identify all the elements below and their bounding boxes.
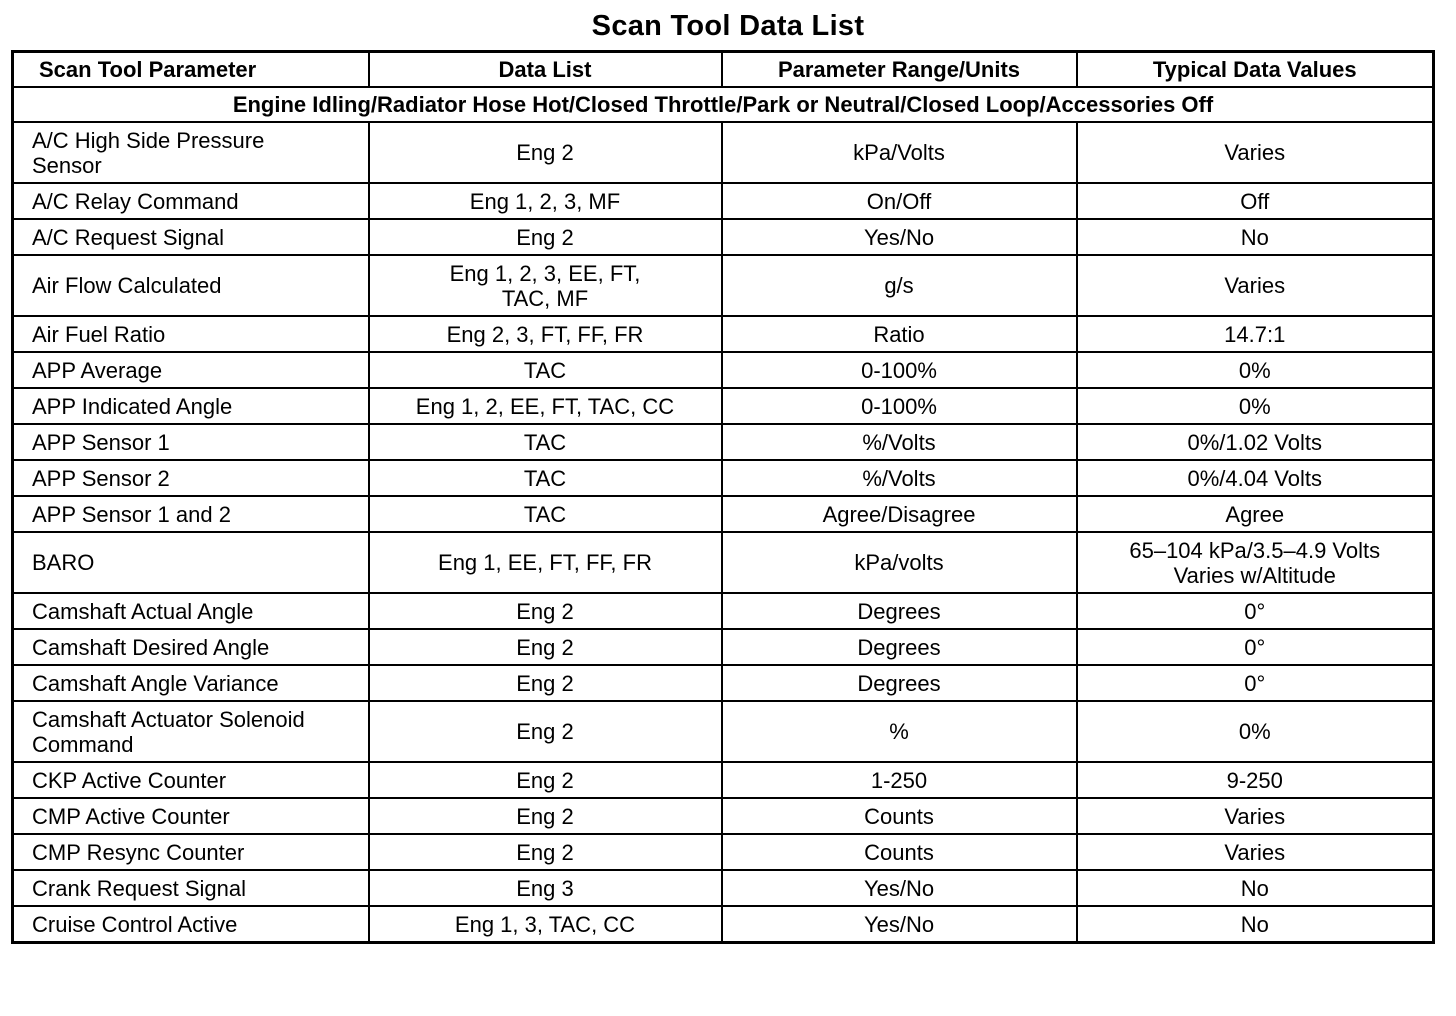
- cell-parameter-line: CMP Resync Counter: [32, 839, 245, 865]
- cell-data-list: [369, 219, 722, 255]
- cell-parameter: [13, 316, 369, 352]
- cell-data-list-line: Eng 2: [516, 839, 574, 865]
- cell-range-units-line: Counts: [864, 839, 934, 865]
- cell-typical-value-line: 0%: [1238, 719, 1271, 744]
- cell-data-list: [369, 424, 722, 460]
- cell-parameter-line: A/C High Side Pressure: [32, 127, 265, 153]
- cell-range-units-line: Yes/No: [863, 875, 935, 901]
- cell-data-list: [369, 798, 722, 834]
- cell-parameter-line: BARO: [32, 550, 95, 575]
- cell-data-list-line: Eng 2: [516, 719, 574, 744]
- cell-data-list: [369, 532, 722, 593]
- cell-parameter-line: APP Indicated Angle: [32, 393, 233, 419]
- table-row: [13, 762, 1434, 798]
- cell-data-list-line: Eng 2: [516, 598, 574, 624]
- scan-tool-data-table: [11, 50, 1435, 944]
- cell-typical-value: [1077, 352, 1434, 388]
- cell-parameter-line: APP Average: [32, 357, 163, 383]
- cell-typical-value: [1077, 122, 1434, 183]
- cell-range-units: [722, 122, 1077, 183]
- cell-typical-value: [1077, 798, 1434, 834]
- cell-typical-value: [1077, 906, 1434, 943]
- cell-data-list-line: Eng 1, 3, TAC, CC: [454, 911, 636, 937]
- table-row: [13, 665, 1434, 701]
- cell-data-list: [369, 352, 722, 388]
- cell-range-units: [722, 629, 1077, 665]
- cell-range-units-line: kPa/volts: [854, 550, 944, 575]
- page-title: Scan Tool Data List: [591, 10, 865, 42]
- cell-range-units-line: g/s: [884, 273, 914, 298]
- cell-parameter: [13, 593, 369, 629]
- cell-range-units: [722, 255, 1077, 316]
- cell-typical-value: [1077, 424, 1434, 460]
- cell-range-units-line: %: [889, 719, 909, 744]
- cell-data-list: [369, 906, 722, 943]
- cell-typical-value-line: 0°: [1244, 634, 1266, 660]
- cell-range-units: [722, 183, 1077, 219]
- table-row: [13, 870, 1434, 906]
- cell-parameter-line: APP Sensor 1 and 2: [32, 501, 231, 527]
- cell-data-list-line: TAC: [523, 465, 567, 491]
- cell-data-list: [369, 593, 722, 629]
- cell-range-units-line: Ratio: [873, 321, 925, 347]
- cell-parameter-line: Camshaft Desired Angle: [32, 634, 270, 660]
- cell-typical-value: [1077, 593, 1434, 629]
- table-row: [13, 219, 1434, 255]
- cell-data-list: [369, 629, 722, 665]
- cell-parameter: [13, 906, 369, 943]
- table-row: [13, 183, 1434, 219]
- cell-typical-value-line: No: [1240, 911, 1269, 937]
- cell-parameter-line: Command: [32, 731, 134, 757]
- cell-range-units: [722, 532, 1077, 593]
- cell-typical-value: [1077, 834, 1434, 870]
- cell-typical-value: [1077, 701, 1434, 762]
- cell-typical-value-line: 14.7:1: [1224, 321, 1286, 347]
- cell-typical-value: [1077, 388, 1434, 424]
- cell-parameter: [13, 762, 369, 798]
- cell-parameter: [13, 629, 369, 665]
- cell-parameter-line: Sensor: [32, 152, 102, 178]
- cell-range-units: [722, 593, 1077, 629]
- cell-data-list: [369, 388, 722, 424]
- cell-parameter-line: CKP Active Counter: [32, 767, 227, 793]
- cell-data-list: [369, 496, 722, 532]
- table-header-row: [13, 52, 1434, 88]
- cell-typical-value-line: 9-250: [1226, 767, 1283, 793]
- cell-typical-value: [1077, 460, 1434, 496]
- cell-range-units: [722, 834, 1077, 870]
- cell-data-list: [369, 665, 722, 701]
- cell-parameter-line: Cruise Control Active: [32, 911, 238, 937]
- cell-range-units-line: kPa/Volts: [853, 140, 945, 165]
- cell-data-list-line: Eng 2: [516, 803, 574, 829]
- cell-data-list-line: TAC: [523, 357, 567, 383]
- cell-typical-value-line: No: [1240, 224, 1269, 250]
- cell-typical-value: [1077, 762, 1434, 798]
- header-parameter-range-units: Parameter Range/Units: [722, 52, 1077, 88]
- cell-typical-value-line: Varies: [1224, 273, 1286, 298]
- cell-parameter-line: A/C Request Signal: [32, 224, 224, 250]
- cell-parameter: [13, 870, 369, 906]
- table-row: [13, 122, 1434, 183]
- cell-typical-value-line: 0°: [1244, 598, 1266, 624]
- cell-data-list-line: Eng 2: [516, 634, 574, 660]
- cell-typical-value-line: 0°: [1244, 670, 1266, 696]
- cell-range-units-line: Degrees: [857, 634, 941, 660]
- cell-parameter: [13, 665, 369, 701]
- cell-parameter: [13, 388, 369, 424]
- table-row: [13, 629, 1434, 665]
- cell-typical-value-line: Off: [1240, 188, 1270, 214]
- cell-range-units-line: Degrees: [857, 598, 941, 624]
- header-scan-tool-parameter: Scan Tool Parameter: [13, 52, 369, 88]
- table-row: [13, 424, 1434, 460]
- cell-range-units: [722, 665, 1077, 701]
- cell-parameter: [13, 834, 369, 870]
- cell-typical-value-line: Varies: [1224, 140, 1286, 165]
- cell-range-units-line: Agree/Disagree: [822, 501, 976, 527]
- table-row: [13, 496, 1434, 532]
- table-row: [13, 388, 1434, 424]
- cell-typical-value: [1077, 629, 1434, 665]
- table-row: [13, 316, 1434, 352]
- cell-typical-value: [1077, 255, 1434, 316]
- cell-data-list-line: Eng 2: [516, 140, 574, 165]
- cell-data-list-line: Eng 3: [516, 875, 574, 901]
- cell-typical-value-line: Varies: [1224, 803, 1286, 829]
- cell-range-units-line: %/Volts: [862, 465, 936, 491]
- cell-typical-value-line: Agree: [1225, 501, 1285, 527]
- cell-data-list-line: Eng 2, 3, FT, FF, FR: [446, 321, 644, 347]
- cell-typical-value-line: 0%/1.02 Volts: [1187, 429, 1323, 455]
- cell-range-units-line: Degrees: [857, 670, 941, 696]
- cell-parameter: [13, 183, 369, 219]
- cell-typical-value-line: Varies w/Altitude: [1173, 562, 1336, 588]
- cell-data-list-line: Eng 1, 2, 3, EE, FT,: [449, 260, 641, 286]
- cell-range-units: [722, 424, 1077, 460]
- cell-range-units: [722, 316, 1077, 352]
- cell-range-units: [722, 762, 1077, 798]
- cell-parameter-line: APP Sensor 1: [32, 429, 170, 455]
- cell-data-list-line: TAC: [523, 429, 567, 455]
- cell-range-units-line: Counts: [864, 803, 934, 829]
- cell-parameter: [13, 255, 369, 316]
- cell-data-list-line: Eng 2: [516, 767, 574, 793]
- cell-range-units-line: 0-100%: [861, 393, 937, 419]
- cell-parameter: [13, 701, 369, 762]
- cell-range-units: [722, 870, 1077, 906]
- cell-data-list-line: TAC, MF: [501, 285, 589, 311]
- table-row: [13, 532, 1434, 593]
- cell-parameter: [13, 424, 369, 460]
- cell-parameter: [13, 798, 369, 834]
- cell-range-units: [722, 798, 1077, 834]
- cell-typical-value: [1077, 665, 1434, 701]
- cell-data-list: [369, 870, 722, 906]
- cell-range-units: [722, 906, 1077, 943]
- cell-parameter-line: CMP Active Counter: [32, 803, 230, 829]
- cell-parameter: [13, 496, 369, 532]
- table-row: [13, 798, 1434, 834]
- cell-data-list: [369, 701, 722, 762]
- cell-parameter: [13, 122, 369, 183]
- header-data-list: Data List: [369, 52, 722, 88]
- table-row: [13, 701, 1434, 762]
- cell-data-list: [369, 834, 722, 870]
- cell-typical-value-line: Varies: [1224, 839, 1286, 865]
- table-row: [13, 460, 1434, 496]
- cell-parameter-line: APP Sensor 2: [32, 465, 170, 491]
- cell-data-list: [369, 460, 722, 496]
- table-row: [13, 255, 1434, 316]
- cell-parameter-line: A/C Relay Command: [32, 188, 239, 214]
- cell-range-units: [722, 388, 1077, 424]
- table-row: [13, 834, 1434, 870]
- cell-typical-value: [1077, 870, 1434, 906]
- cell-parameter-line: Crank Request Signal: [32, 875, 247, 901]
- cell-typical-value: [1077, 219, 1434, 255]
- cell-data-list: [369, 762, 722, 798]
- cell-typical-value-line: 0%/4.04 Volts: [1187, 465, 1323, 491]
- cell-parameter-line: Camshaft Actual Angle: [32, 598, 254, 624]
- cell-range-units-line: %/Volts: [862, 429, 936, 455]
- cell-data-list: [369, 183, 722, 219]
- cell-range-units-line: On/Off: [866, 188, 932, 214]
- cell-parameter-line: Camshaft Actuator Solenoid: [32, 706, 305, 732]
- cell-data-list-line: Eng 2: [516, 670, 574, 696]
- table-row: [13, 906, 1434, 943]
- cell-typical-value-line: No: [1240, 875, 1269, 901]
- cell-range-units-line: 0-100%: [861, 357, 937, 383]
- cell-parameter: [13, 352, 369, 388]
- table-row: [13, 352, 1434, 388]
- cell-parameter: [13, 219, 369, 255]
- cell-range-units: [722, 219, 1077, 255]
- cell-data-list: [369, 122, 722, 183]
- table-row: [13, 593, 1434, 629]
- cell-data-list: [369, 255, 722, 316]
- header-typical-data-values: Typical Data Values: [1077, 52, 1434, 88]
- cell-typical-value: [1077, 532, 1434, 593]
- cell-data-list-line: Eng 2: [516, 224, 574, 250]
- cell-data-list-line: TAC: [523, 501, 567, 527]
- cell-data-list-line: Eng 1, EE, FT, FF, FR: [438, 550, 652, 575]
- condition-banner-row: [13, 87, 1434, 122]
- cell-data-list-line: Eng 1, 2, 3, MF: [469, 188, 621, 214]
- cell-typical-value-line: 0%: [1238, 357, 1271, 383]
- cell-data-list: [369, 316, 722, 352]
- cell-parameter: [13, 532, 369, 593]
- cell-range-units: [722, 352, 1077, 388]
- cell-typical-value-line: 65–104 kPa/3.5–4.9 Volts: [1129, 537, 1381, 563]
- cell-typical-value: [1077, 316, 1434, 352]
- cell-range-units-line: Yes/No: [863, 911, 935, 937]
- cell-data-list-line: Eng 1, 2, EE, FT, TAC, CC: [415, 393, 675, 419]
- condition-banner: Engine Idling/Radiator Hose Hot/Closed Throttle/Park or Neutral/Closed Loop/Accessories Off: [13, 87, 1434, 122]
- cell-parameter-line: Air Flow Calculated: [32, 273, 222, 298]
- cell-range-units: [722, 496, 1077, 532]
- cell-parameter-line: Air Fuel Ratio: [32, 321, 166, 347]
- cell-range-units-line: 1-250: [870, 767, 928, 793]
- cell-range-units: [722, 701, 1077, 762]
- cell-typical-value: [1077, 183, 1434, 219]
- cell-parameter: [13, 460, 369, 496]
- cell-typical-value: [1077, 496, 1434, 532]
- cell-parameter-line: Camshaft Angle Variance: [32, 670, 279, 696]
- cell-typical-value-line: 0%: [1238, 393, 1271, 419]
- cell-range-units-line: Yes/No: [863, 224, 935, 250]
- cell-range-units: [722, 460, 1077, 496]
